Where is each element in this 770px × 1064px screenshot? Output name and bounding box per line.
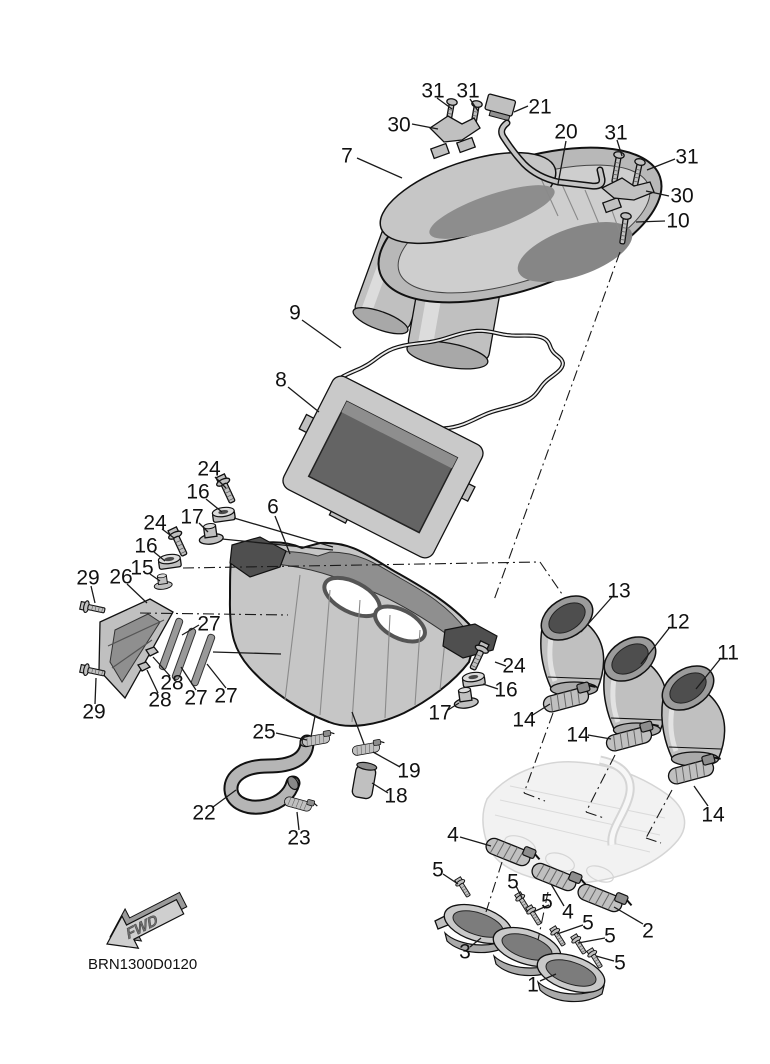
intake-joints <box>533 587 724 786</box>
bolt-29 <box>79 600 106 617</box>
leader-line <box>588 735 611 739</box>
part-callout-2: 2 <box>642 919 654 943</box>
fwd-label: FWD <box>124 911 161 944</box>
pin-15 <box>153 573 173 591</box>
part-callout-31: 31 <box>675 145 699 169</box>
leader-line <box>578 938 605 943</box>
leader-line <box>288 387 319 412</box>
breather-tube-18 <box>351 761 377 799</box>
clamp-25 <box>301 730 336 748</box>
part-callout-24: 24 <box>143 511 167 535</box>
air-cleaner-case <box>230 537 497 726</box>
clamp-19 <box>351 739 386 757</box>
part-callout-9: 9 <box>289 301 301 325</box>
leader-line <box>514 106 528 112</box>
leader-line <box>443 874 458 884</box>
part-callout-31: 31 <box>604 121 628 145</box>
axis-line <box>494 252 620 600</box>
part-callout-16: 16 <box>494 678 518 702</box>
part-callout-5: 5 <box>614 951 626 975</box>
part-callout-18: 18 <box>384 784 408 808</box>
leader-line <box>302 320 341 348</box>
part-callout-16: 16 <box>186 480 210 504</box>
part-callout-5: 5 <box>507 870 519 894</box>
part-callout-13: 13 <box>607 579 631 603</box>
part-callout-10: 10 <box>666 209 690 233</box>
pad-21 <box>483 94 515 122</box>
part-callout-14: 14 <box>512 708 536 732</box>
part-callout-26: 26 <box>109 565 133 589</box>
collar-16 <box>212 506 236 522</box>
part-callout-23: 23 <box>287 826 311 850</box>
part-callout-20: 20 <box>554 120 578 144</box>
part-callout-5: 5 <box>582 911 594 935</box>
screw-5 <box>453 876 473 899</box>
leader-line <box>373 752 400 767</box>
part-callout-24: 24 <box>197 457 221 481</box>
part-callout-31: 31 <box>421 79 445 103</box>
part-callout-29: 29 <box>82 700 106 724</box>
stay-bracket-group <box>79 599 215 698</box>
part-callout-21: 21 <box>528 95 552 119</box>
bolt-24 <box>166 526 191 558</box>
part-callout-11: 11 <box>717 641 739 665</box>
part-callout-30: 30 <box>387 113 411 137</box>
seal-strip-27 <box>190 633 215 686</box>
part-callout-1: 1 <box>527 973 539 997</box>
part-callout-29: 29 <box>76 566 100 590</box>
part-callout-7: 7 <box>341 144 353 168</box>
part-callout-4: 4 <box>447 823 459 847</box>
collar-16 <box>158 553 182 569</box>
axis-line <box>486 862 502 912</box>
part-callout-24: 24 <box>502 654 526 678</box>
part-callout-30: 30 <box>670 184 694 208</box>
part-callout-12: 12 <box>666 610 690 634</box>
collar-16 <box>462 671 486 687</box>
part-callout-19: 19 <box>397 759 421 783</box>
part-callout-5: 5 <box>541 890 553 914</box>
part-callout-14: 14 <box>566 723 590 747</box>
part-callout-17: 17 <box>180 505 204 529</box>
part-callout-5: 5 <box>432 858 444 882</box>
part-callout-3: 3 <box>459 940 471 964</box>
part-callout-31: 31 <box>456 79 480 103</box>
axis-line <box>540 562 562 594</box>
part-callout-4: 4 <box>562 900 574 924</box>
part-callout-6: 6 <box>267 495 279 519</box>
part-callout-28: 28 <box>148 688 172 712</box>
grommet-17 <box>452 686 479 710</box>
leader-line <box>557 925 583 934</box>
part-callout-14: 14 <box>701 803 725 827</box>
part-callout-25: 25 <box>252 720 276 744</box>
part-callout-5: 5 <box>604 924 616 948</box>
part-callout-8: 8 <box>275 368 287 392</box>
part-callout-27: 27 <box>184 686 208 710</box>
part-callout-28: 28 <box>160 671 184 695</box>
intake-joint-13 <box>533 587 603 696</box>
drawing-code: BRN1300D0120 <box>88 956 198 973</box>
part-callout-16: 16 <box>134 534 158 558</box>
intake-joint-11 <box>654 657 724 766</box>
part-callout-27: 27 <box>197 612 221 636</box>
leader-line <box>311 716 315 737</box>
leader-line <box>614 907 643 924</box>
part-callout-15: 15 <box>130 556 154 580</box>
fwd-arrow <box>97 884 194 960</box>
screw-5 <box>569 933 589 956</box>
part-callout-27: 27 <box>214 684 238 708</box>
part-callout-17: 17 <box>428 701 452 725</box>
leader-line <box>357 158 402 178</box>
part-callout-22: 22 <box>192 801 216 825</box>
